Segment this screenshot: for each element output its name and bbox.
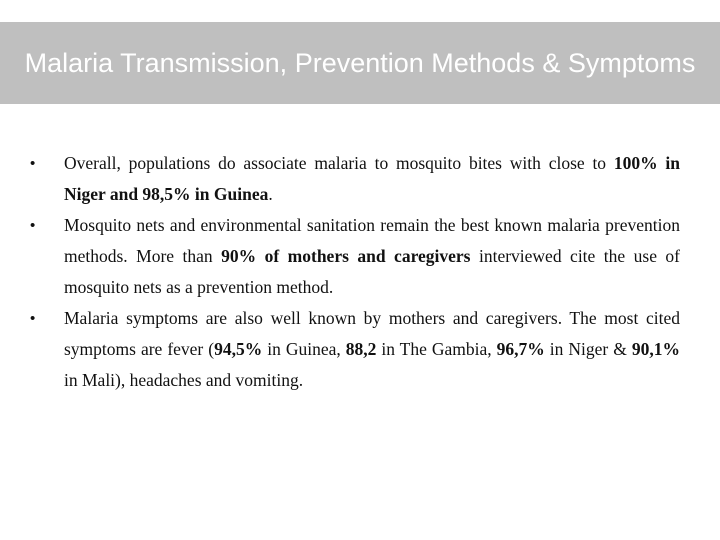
bold-segment: 94,5% <box>214 339 263 359</box>
bullet-item-symptoms <box>30 303 680 396</box>
bold-segment: 100% in Niger and 98,5% in Guinea <box>64 153 680 204</box>
slide-title: Malaria Transmission, Prevention Methods & Symptoms <box>24 48 696 78</box>
bold-segment: 88,2 <box>345 339 377 359</box>
text-segment: Overall, populations do associate malaria to mosquito bites with close to <box>64 153 614 173</box>
text-segment: in Niger & <box>544 339 632 359</box>
bullet-text <box>64 210 680 303</box>
bullet-item-prevention <box>30 210 680 303</box>
text-segment: in Mali), headaches and vomiting. <box>64 370 304 390</box>
bullet-list <box>30 148 680 396</box>
bullet-text <box>64 303 680 396</box>
text-segment: in The Gambia, <box>376 339 497 359</box>
bold-segment: 96,7% <box>496 339 545 359</box>
bold-segment: 90,1% <box>631 339 680 359</box>
bullet-marker: • <box>30 217 36 234</box>
text-segment: interviewed cite the use of mosquito nets as a prevention method. <box>64 246 681 297</box>
bold-segment: 90% of mothers and caregivers <box>221 246 471 266</box>
text-segment: Mosquito nets and environmental sanitation remain the best known malaria prevention methods. More than <box>64 215 680 266</box>
text-segment: in Guinea, <box>262 339 346 359</box>
bullet-marker: • <box>30 310 36 327</box>
text-segment: Malaria symptoms are also well known by mothers and caregivers. The most cited symptoms are fever ( <box>64 308 680 359</box>
bullet-item-transmission <box>30 148 680 210</box>
bullet-marker: • <box>30 155 36 172</box>
text-segment: . <box>268 184 273 204</box>
title-bar <box>0 22 720 104</box>
bullet-text <box>64 148 680 210</box>
